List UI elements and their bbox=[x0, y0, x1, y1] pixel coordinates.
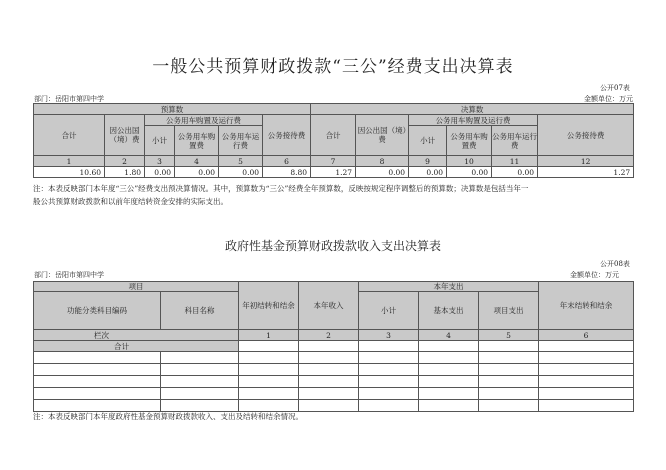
table-cell bbox=[299, 352, 359, 364]
doc2-dept-label: 部门：岳阳市第四中学 bbox=[34, 271, 104, 279]
table-cell bbox=[479, 388, 539, 400]
doc1-h-vehicle-budget: 公务用车购置及运行费 bbox=[145, 115, 263, 126]
doc1-col-number: 3 bbox=[145, 156, 175, 167]
doc1-value: 10.60 bbox=[34, 167, 105, 178]
table-cell bbox=[299, 364, 359, 376]
doc2-h-expense: 本年支出 bbox=[359, 282, 539, 292]
doc1-value: 0.00 bbox=[219, 167, 263, 178]
table-cell bbox=[299, 400, 359, 412]
doc1-value: 0.00 bbox=[175, 167, 219, 178]
doc1-value: 0.00 bbox=[447, 167, 492, 178]
table-cell bbox=[359, 376, 419, 388]
doc1-value: 1.80 bbox=[105, 167, 145, 178]
doc1-col-number: 5 bbox=[219, 156, 263, 167]
doc1-form-code: 公开07表 bbox=[600, 84, 630, 92]
table-cell bbox=[359, 388, 419, 400]
doc2-h-func-code: 功能分类科目编码 bbox=[34, 292, 161, 330]
doc2-col-number: 1 bbox=[239, 330, 299, 341]
table-cell bbox=[539, 376, 634, 388]
doc1-table bbox=[33, 103, 634, 178]
table-cell bbox=[161, 376, 239, 388]
table-cell bbox=[239, 352, 299, 364]
table-cell bbox=[419, 352, 479, 364]
doc1-value: 8.80 bbox=[263, 167, 311, 178]
doc1-h-total-final: 合计 bbox=[311, 115, 356, 156]
table-cell bbox=[161, 388, 239, 400]
doc1-col-number: 10 bbox=[447, 156, 492, 167]
doc1-h-total-budget: 合计 bbox=[34, 115, 105, 156]
doc1-h-running-final: 公务用车运行费 bbox=[492, 126, 538, 156]
doc2-form-code: 公开08表 bbox=[600, 260, 630, 268]
doc1-note bbox=[33, 182, 643, 208]
doc1-value: 1.27 bbox=[311, 167, 356, 178]
table-cell bbox=[419, 376, 479, 388]
table-cell bbox=[539, 341, 634, 352]
table-cell bbox=[539, 400, 634, 412]
table-cell bbox=[539, 388, 634, 400]
table-cell bbox=[34, 388, 161, 400]
doc1-col-number: 6 bbox=[263, 156, 311, 167]
doc1-h-subtotal-final: 小计 bbox=[409, 126, 447, 156]
doc1-col-number: 9 bbox=[409, 156, 447, 167]
doc2-note: 注：本表反映部门本年度政府性基金预算财政拨款收入、支出及结转和结余情况。 bbox=[33, 412, 303, 421]
table-cell bbox=[34, 352, 161, 364]
doc1-group-budget: 预算数 bbox=[34, 104, 311, 115]
table-row bbox=[34, 352, 634, 364]
doc1-h-abroad-final: 因公出国（境）费 bbox=[356, 115, 409, 156]
doc1-h-vehicle-final: 公务用车购置及运行费 bbox=[409, 115, 538, 126]
doc2-col-number: 4 bbox=[419, 330, 479, 341]
doc1-col-number: 7 bbox=[311, 156, 356, 167]
doc1-value: 0.00 bbox=[356, 167, 409, 178]
doc1-col-number-row bbox=[34, 156, 634, 167]
table-cell bbox=[359, 400, 419, 412]
doc2-index-row bbox=[34, 330, 634, 341]
doc1-col-number: 2 bbox=[105, 156, 145, 167]
doc1-h-subtotal-budget: 小计 bbox=[145, 126, 175, 156]
table-cell bbox=[479, 376, 539, 388]
doc1-value: 0.00 bbox=[145, 167, 175, 178]
doc1-value-row bbox=[34, 167, 634, 178]
doc1-h-running-budget: 公务用车运行费 bbox=[219, 126, 263, 156]
doc1-note-line2: 般公共预算财政拨款和以前年度结转资金安排的实际支出。 bbox=[33, 197, 228, 206]
doc1-col-number: 11 bbox=[492, 156, 538, 167]
table-row bbox=[34, 364, 634, 376]
table-cell bbox=[299, 376, 359, 388]
table-cell bbox=[359, 341, 419, 352]
doc2-h-subtotal: 小计 bbox=[359, 292, 419, 330]
doc2-unit-label: 金额单位：万元 bbox=[570, 271, 619, 279]
doc1-dept-label: 部门：岳阳市第四中学 bbox=[34, 95, 104, 103]
doc1-note-line1: 注：本表反映部门本年度“三公”经费支出预决算情况。其中，预算数为“三公”经费全年预算数，反映按规定程序调整后的预算数；决算数是包括当年一 bbox=[33, 184, 529, 193]
doc2-h-basic: 基本支出 bbox=[419, 292, 479, 330]
doc2-h-item: 项目 bbox=[34, 282, 239, 292]
table-cell bbox=[539, 352, 634, 364]
table-cell bbox=[479, 341, 539, 352]
table-cell bbox=[539, 364, 634, 376]
doc2-h-project: 项目支出 bbox=[479, 292, 539, 330]
table-cell bbox=[419, 341, 479, 352]
doc1-value: 1.27 bbox=[538, 167, 634, 178]
doc1-h-reception-budget: 公务接待费 bbox=[263, 115, 311, 156]
doc2-col-number: 5 bbox=[479, 330, 539, 341]
doc1-value: 0.00 bbox=[492, 167, 538, 178]
table-cell bbox=[239, 341, 299, 352]
table-cell bbox=[479, 352, 539, 364]
doc2-col-number: 2 bbox=[299, 330, 359, 341]
table-row bbox=[34, 388, 634, 400]
doc2-total-row bbox=[34, 341, 634, 352]
doc1-col-number: 4 bbox=[175, 156, 219, 167]
doc1-col-number: 8 bbox=[356, 156, 409, 167]
doc1-h-purchase-final: 公务用车购置费 bbox=[447, 126, 492, 156]
table-cell bbox=[239, 364, 299, 376]
table-cell bbox=[359, 352, 419, 364]
doc1-group-final: 决算数 bbox=[311, 104, 634, 115]
doc1-h-abroad-budget: 因公出国（境）费 bbox=[105, 115, 145, 156]
doc1-title: 一般公共预算财政拨款“三公”经费支出决算表 bbox=[152, 57, 514, 77]
table-cell bbox=[34, 364, 161, 376]
doc2-h-end-balance: 年末结转和结余 bbox=[539, 282, 634, 330]
table-cell bbox=[419, 388, 479, 400]
table-cell bbox=[479, 364, 539, 376]
doc2-col-number: 3 bbox=[359, 330, 419, 341]
table-cell bbox=[239, 388, 299, 400]
doc1-h-reception-final: 公务接待费 bbox=[538, 115, 634, 156]
doc2-row-index-label: 栏次 bbox=[34, 330, 239, 341]
table-cell bbox=[419, 400, 479, 412]
table-cell bbox=[161, 352, 239, 364]
doc1-h-purchase-budget: 公务用车购置费 bbox=[175, 126, 219, 156]
doc2-row-total-label: 合计 bbox=[34, 341, 239, 352]
table-cell bbox=[161, 364, 239, 376]
doc1-value: 0.00 bbox=[409, 167, 447, 178]
doc1-unit-label: 金额单位：万元 bbox=[584, 95, 633, 103]
table-cell bbox=[419, 364, 479, 376]
table-cell bbox=[299, 388, 359, 400]
doc1-col-number: 12 bbox=[538, 156, 634, 167]
table-cell bbox=[239, 376, 299, 388]
table-cell bbox=[359, 364, 419, 376]
table-cell bbox=[34, 376, 161, 388]
doc2-table bbox=[33, 281, 634, 412]
doc2-h-begin-balance: 年初结转和结余 bbox=[239, 282, 299, 330]
table-row bbox=[34, 376, 634, 388]
doc2-title: 政府性基金预算财政拨款收入支出决算表 bbox=[224, 239, 441, 253]
doc2-h-income: 本年收入 bbox=[299, 282, 359, 330]
table-cell bbox=[299, 341, 359, 352]
table-cell bbox=[479, 400, 539, 412]
doc2-col-number: 6 bbox=[539, 330, 634, 341]
doc1-col-number: 1 bbox=[34, 156, 105, 167]
doc2-h-subject-name: 科目名称 bbox=[161, 292, 239, 330]
